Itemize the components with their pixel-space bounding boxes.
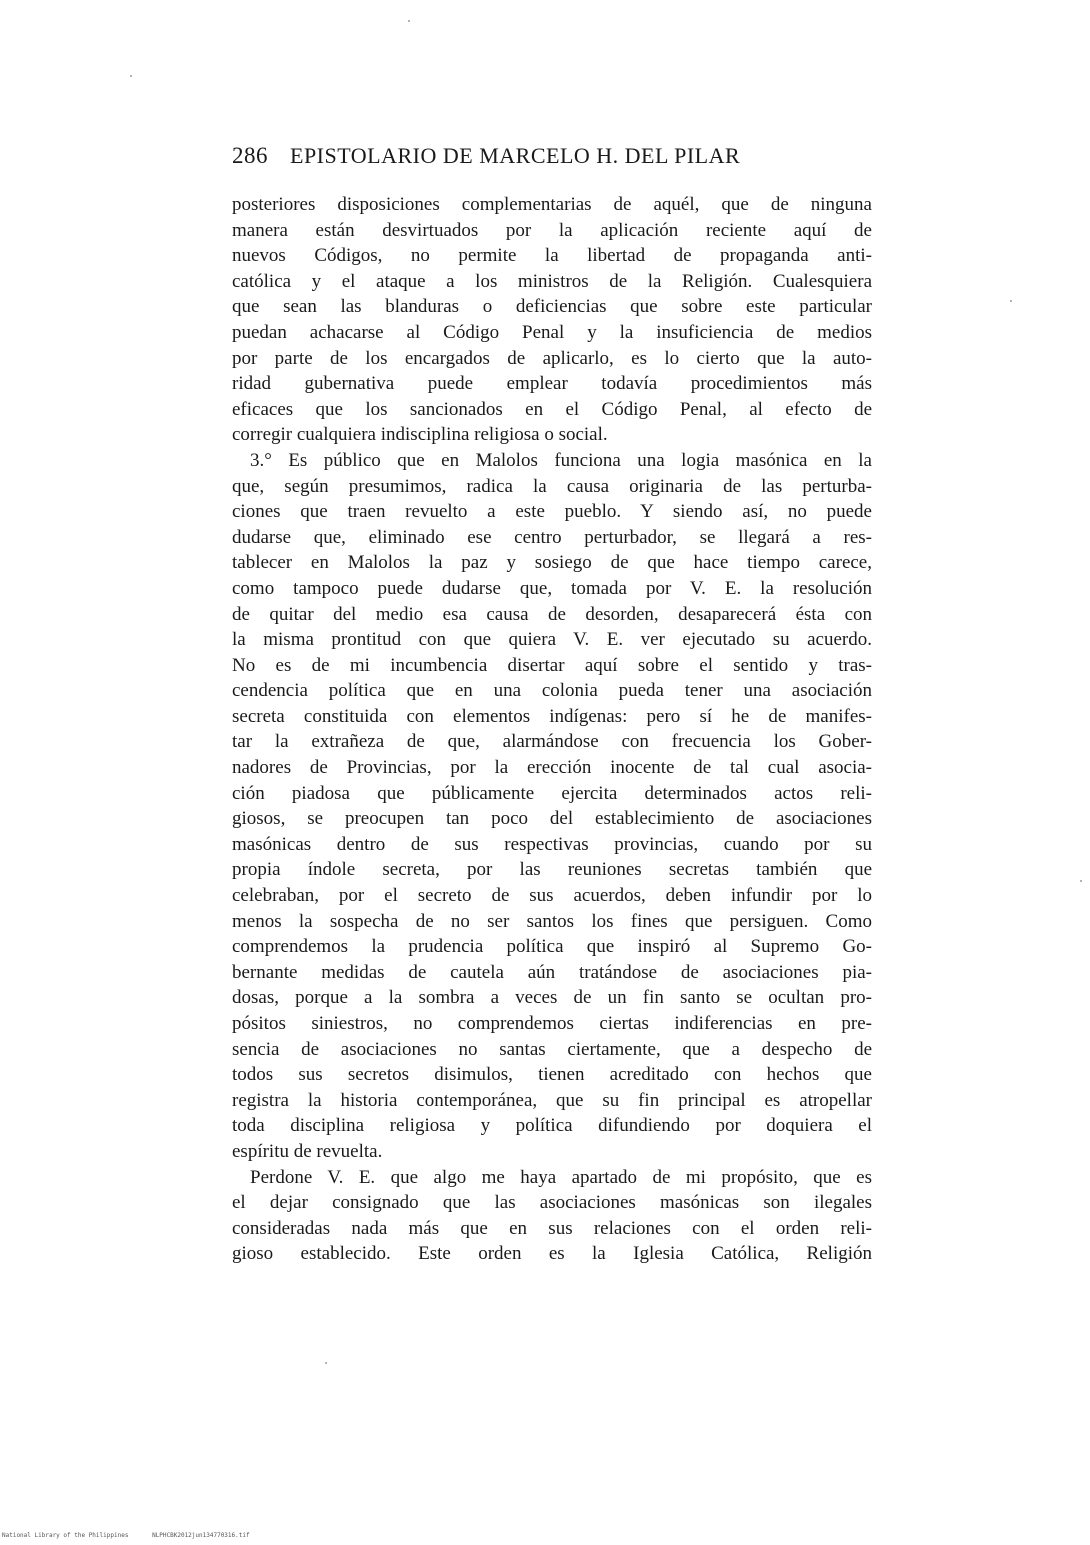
text-line: nuevos Códigos, no permite la libertad de propaganda anti- bbox=[232, 245, 872, 267]
library-credit: National Library of the Philippines bbox=[2, 1532, 129, 1539]
text-line: de quitar del medio esa causa de desorden, desaparecerá ésta con bbox=[232, 603, 872, 625]
scan-identifier: NLPHCBK2012jun134770316.tif bbox=[152, 1532, 250, 1539]
text-line: ciones que traen revuelto a este pueblo. Y siendo así, no puede bbox=[232, 501, 872, 523]
text-line: tablecer en Malolos la paz y sosiego de que hace tiempo carece, bbox=[232, 552, 872, 574]
text-line: como tampoco puede dudarse que, tomada por V. E. la resolución bbox=[232, 577, 872, 599]
text-line: corregir cualquiera indisciplina religiosa o social. bbox=[232, 424, 608, 446]
text-line: Perdone V. E. que algo me haya apartado de mi propósito, que es bbox=[250, 1166, 872, 1188]
text-line: manera están desvirtuados por la aplicación reciente aquí de bbox=[232, 219, 872, 241]
running-title: EPISTOLARIO DE MARCELO H. DEL PILAR bbox=[290, 143, 741, 168]
body-text bbox=[232, 192, 872, 1267]
text-line: celebraban, por el secreto de sus acuerdos, deben infundir por lo bbox=[232, 885, 872, 907]
text-line: tar la extrañeza de que, alarmándose con frecuencia los Gober- bbox=[232, 731, 872, 753]
text-line: por parte de los encargados de aplicarlo, es lo cierto que la auto- bbox=[232, 347, 872, 369]
text-line: ridad gubernativa puede emplear todavía procedimientos más bbox=[232, 373, 872, 395]
text-line: 3.° Es público que en Malolos funciona una logia masónica en la bbox=[250, 449, 872, 471]
text-line: posteriores disposiciones complementarias de aquél, que de ninguna bbox=[232, 194, 872, 215]
text-line: masónicas dentro de sus respectivas provincias, cuando por su bbox=[232, 833, 872, 855]
text-line: que sean las blanduras o deficiencias que sobre este particular bbox=[232, 296, 872, 318]
text-line: puedan achacarse al Código Penal y la insuficiencia de medios bbox=[232, 321, 872, 343]
text-line: gioso establecido. Este orden es la Iglesia Católica, Religión bbox=[232, 1243, 872, 1265]
scan-speck bbox=[408, 20, 410, 22]
text-line: nadores de Provincias, por la erección inocente de tal cual asocia- bbox=[232, 757, 872, 779]
text-line: espíritu de revuelta. bbox=[232, 1140, 383, 1162]
scan-speck bbox=[130, 75, 132, 77]
text-line: ción piadosa que públicamente ejercita determinados actos reli- bbox=[232, 782, 872, 804]
text-line: sencia de asociaciones no santas ciertamente, que a despecho de bbox=[232, 1038, 872, 1060]
text-line: la misma prontitud con que quiera V. E. ver ejecutado su acuerdo. bbox=[232, 629, 872, 651]
text-line: toda disciplina religiosa y política difundiendo por doquiera el bbox=[232, 1115, 872, 1137]
text-line: No es de mi incumbencia disertar aquí sobre el sentido y tras- bbox=[232, 654, 872, 676]
text-line: bernante medidas de cautela aún tratándose de asociaciones pia- bbox=[232, 961, 872, 983]
text-line: dosas, porque a la sombra a veces de un fin santo se ocultan pro- bbox=[232, 987, 872, 1009]
text-line: católica y el ataque a los ministros de la Religión. Cualesquiera bbox=[232, 270, 872, 292]
text-line: todos sus secretos disimulos, tienen acreditado con hechos que bbox=[232, 1064, 872, 1086]
text-line: cendencia política que en una colonia pueda tener una asociación bbox=[232, 680, 872, 702]
text-line: que, según presumimos, radica la causa originaria de las perturba- bbox=[232, 475, 872, 497]
text-line: pósitos siniestros, no comprendemos ciertas indiferencias en pre- bbox=[232, 1013, 872, 1034]
text-line: registra la historia contemporánea, que su fin principal es atropellar bbox=[232, 1089, 872, 1111]
scan-speck bbox=[1010, 300, 1012, 302]
text-line: menos la sospecha de no ser santos los fines que persiguen. Como bbox=[232, 910, 872, 932]
scan-speck bbox=[1080, 880, 1082, 882]
scan-speck bbox=[325, 1362, 327, 1364]
text-line: comprendemos la prudencia política que inspiró al Supremo Go- bbox=[232, 936, 872, 958]
text-line: propia índole secreta, por las reuniones secretas también que bbox=[232, 859, 872, 881]
text-line: consideradas nada más que en sus relaciones con el orden reli- bbox=[232, 1217, 872, 1239]
text-line: dudarse que, eliminado ese centro perturbador, se llegará a res- bbox=[232, 526, 872, 548]
running-header bbox=[232, 143, 872, 169]
page-number: 286 bbox=[232, 143, 268, 168]
text-line: eficaces que los sancionados en el Código Penal, al efecto de bbox=[232, 398, 872, 420]
text-line: secreta constituida con elementos indígenas: pero sí he de manifes- bbox=[232, 705, 872, 727]
scan-footer bbox=[2, 1532, 270, 1539]
text-line: giosos, se preocupen tan poco del establecimiento de asociaciones bbox=[232, 808, 872, 830]
text-line: el dejar consignado que las asociaciones masónicas son ilegales bbox=[232, 1192, 872, 1214]
